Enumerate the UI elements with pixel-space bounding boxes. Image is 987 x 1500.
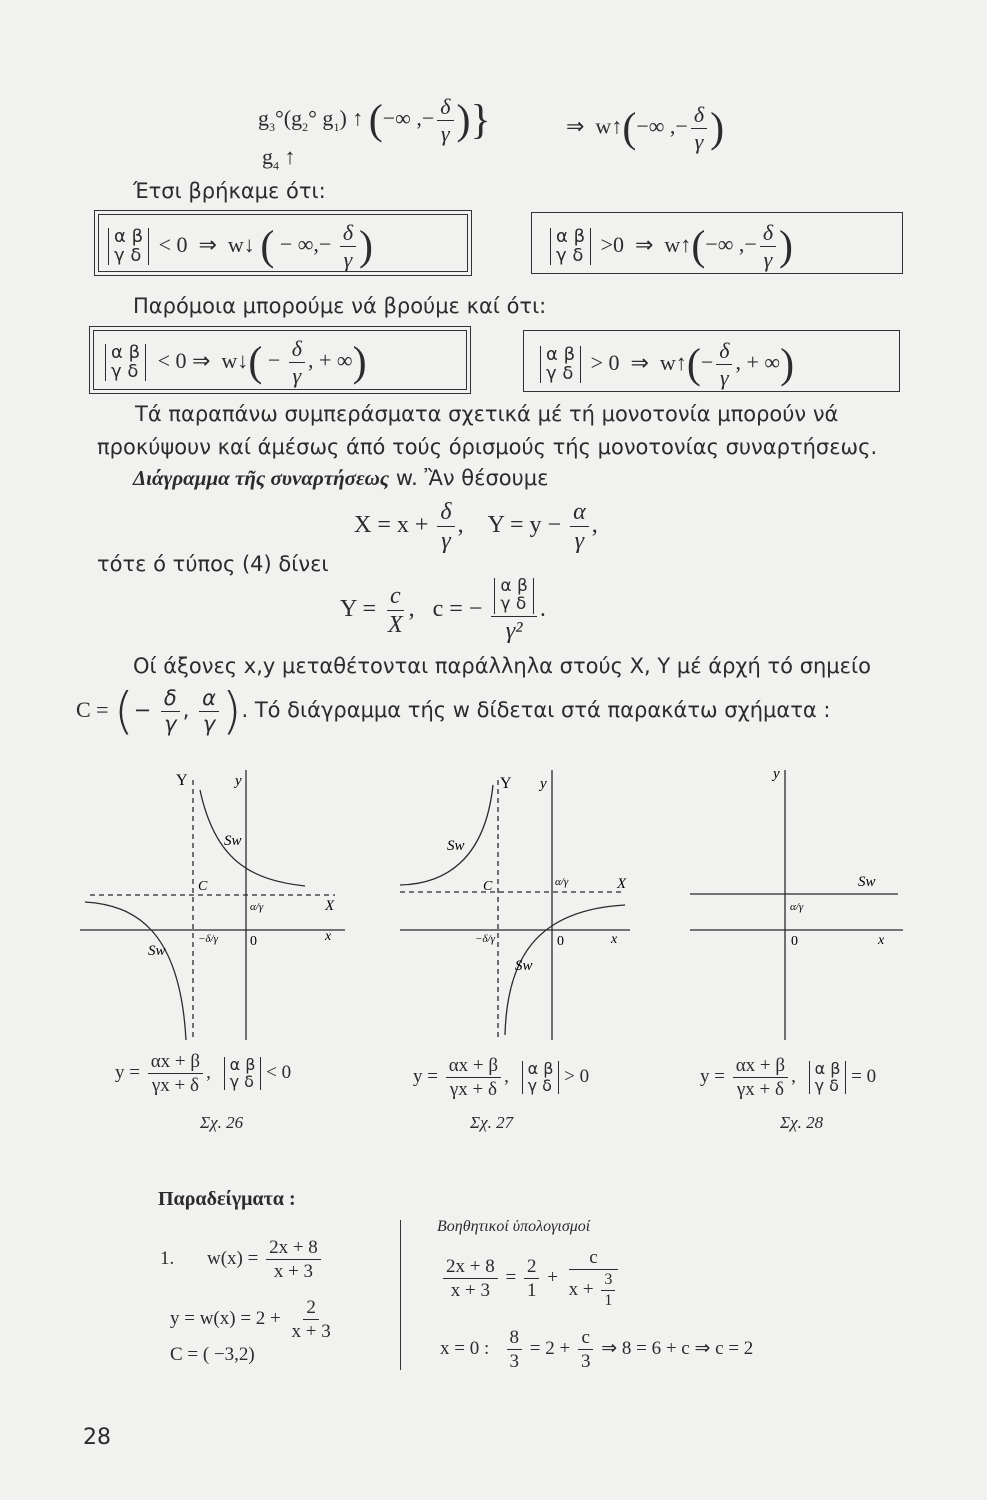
aux-line-1: $\frac{2x + 8}{x + 3}$ = $\frac{2}{1}$ + c x + $\frac{3}{1}$ [440,1248,624,1309]
top-formula-implies: ⇒ w↑(−∞ ,− $\frac{\delta}{\gamma}$ ) [566,102,725,154]
caption-fig27: Σχ. 27 [470,1113,514,1132]
label-origin: 0 [557,934,564,949]
paragraph-axes: Οί άξονες x,y μεταθέτονται παράλληλα στούς X, Y μέ άρχή τό σημείο [133,654,871,678]
curve-lower [85,902,186,1040]
substitution-equations: X = x + $\frac{\delta}{\gamma}$ , Y = y − $\frac{\alpha}{\gamma}$ , [354,499,598,554]
result-equation: Y = $\frac{c}{X}$ , c = − α β γ δ γ² . [340,576,546,644]
paragraph-monotonicity: Τά παραπάνω συμπεράσματα σχετικά μέ τή μονοτονία μπορούν νά προκύψουν καί άμέσως άπό τούς όρισμούς τής μονοτονίας συναρτήσεως. [97,402,878,459]
fig27-formula: y = $\frac{\alpha x + \beta}{\gamma x + \delta}$ , α β γ δ > 0 [413,1055,590,1100]
box1-content: α β γ δ < 0 ⇒ w↓ ( − ∞,− $\frac{\delta}{\gamma}$ ) [108,222,373,271]
figure-28 [688,760,918,1050]
label-a-over-g: α/γ [790,901,804,913]
label-C: C [483,879,493,894]
caption-fig28: Σχ. 28 [780,1113,824,1132]
fig26-formula: y = $\frac{\alpha x + \beta}{\gamma x + \delta}$ , α β γ δ < 0 [115,1051,292,1096]
label-C: C [198,879,208,894]
fig28-formula: y = $\frac{\alpha x + \beta}{\gamma x + \delta}$ , α β γ δ = 0 [700,1055,877,1100]
label-Sw-upper: Sw [447,838,465,854]
box3-content: α β γ δ < 0 ⇒ w↓( − $\frac{\delta}{\gamma}$ , + ∞) [105,338,367,387]
example-1-C-line: C = ( −3,2) [170,1344,255,1365]
intro-text-1: Έτσι βρήκαμε ότι: [133,179,326,203]
curve-upper [200,790,305,886]
aux-line-2: x = 0 : $\frac{8}{3}$ = 2 + $\frac{c}{3}$ ⇒ 8 = 6 + c ⇒ c = 2 [440,1327,754,1372]
label-Y: Y [176,772,188,789]
box4-content: α β γ δ > 0 ⇒ w↑(− $\frac{\delta}{\gamma}$ , + ∞) [540,340,794,389]
intro-text-2: Παρόμοια μπορούμε νά βρούμε καί ότι: [133,294,547,318]
label-origin: 0 [791,934,798,949]
page-number: 28 [83,1425,111,1450]
label-X: X [325,898,335,914]
example-1-definition: 1. w(x) = $\frac{2x + 8}{x + 3}$ [160,1238,324,1281]
figure-27 [395,760,645,1050]
label-origin: 0 [250,934,257,949]
top-formula-line2: $g_4$ ↑ [262,144,296,173]
box2-content: α β γ δ >0 ⇒ w↑(−∞ ,− $\frac{\delta}{\gamma}$ ) [550,222,793,271]
formula-intro: τότε ό τύπος (4) δίνει [97,552,329,576]
fig27-condition: > 0 [564,1065,590,1087]
label-X: X [617,876,627,892]
example-1-y-line: y = w(x) = 2 + $\frac{2}{x + 3}$ [170,1297,331,1342]
fig26-condition: < 0 [266,1061,292,1083]
curve-upper [400,785,493,885]
label-Sw: Sw [858,874,876,890]
vertical-divider [400,1220,401,1370]
label-a-over-g: α/γ [555,876,569,888]
label-Sw-lower: Sw [515,958,533,974]
label-Y: Y [500,775,512,792]
label-x: x [325,929,332,944]
figure-26 [80,760,350,1050]
aux-title: Βοηθητικοί ὑπολογισμοί [437,1218,591,1235]
label-x: x [611,932,618,947]
top-formula-line1: $g_3^\circ(g_2^\circ$ $g_1$) ↑ (−∞ ,− $\frac{\delta}{\gamma}$ )} [258,94,491,146]
label-neg-d-over-g: −δ/γ [475,933,495,945]
label-x: x [878,933,885,948]
label-neg-d-over-g: −δ/γ [198,933,218,945]
label-y: y [773,766,780,782]
example-1-number: 1. [160,1247,175,1269]
label-a-over-g: α/γ [250,901,264,913]
label-Sw-lower: Sw [148,943,166,959]
paragraph-point-C: C = (− $\frac{\delta}{\gamma}$ , $\frac{\alpha}{\gamma}$ ). Τό διάγραμμα τής w δίδεται στά παρακάτω σχήματα : [76,682,831,740]
label-y: y [540,776,547,792]
diagram-heading-line [133,462,549,495]
examples-heading: Παραδείγματα : [158,1188,296,1210]
label-Sw-upper: Sw [224,833,242,849]
diagram-heading: Διάγραμμα τῆς συναρτήσεως [133,466,390,490]
fig28-condition: = 0 [851,1065,877,1087]
label-y: y [235,773,242,789]
diagram-heading-tail: w. Ἂν θέσουμε [395,466,549,490]
caption-fig26: Σχ. 26 [200,1113,244,1132]
